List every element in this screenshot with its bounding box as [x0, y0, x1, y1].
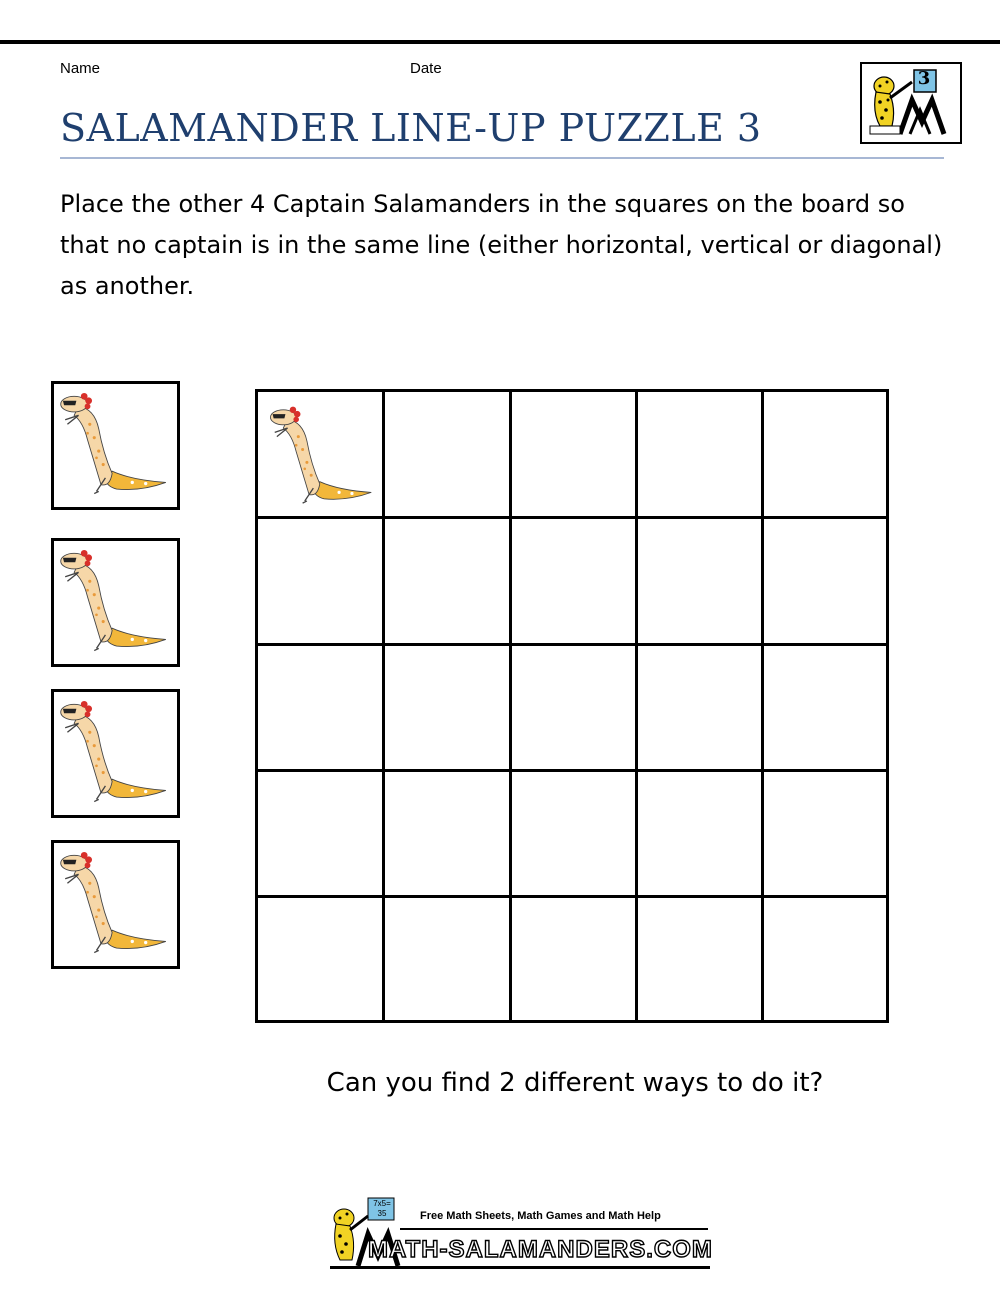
- footer-baseline: [330, 1266, 710, 1269]
- puzzle-board[interactable]: [255, 389, 889, 1023]
- footer-badge-bottom: 35: [377, 1209, 387, 1218]
- board-line: [509, 392, 512, 1020]
- grade-number: 3: [917, 68, 931, 89]
- question-text: Can you find 2 different ways to do it?: [326, 1068, 824, 1098]
- footer-badge-top: 7x5=: [373, 1199, 391, 1208]
- title-rule: [60, 157, 944, 159]
- date-label: Date: [410, 60, 442, 77]
- salamander-piece-4[interactable]: [51, 840, 180, 969]
- page-title: SALAMANDER LINE-UP PUZZLE 3: [60, 106, 762, 150]
- salamander-icon: [54, 843, 177, 966]
- salamander-piece-3[interactable]: [51, 689, 180, 818]
- board-line: [258, 516, 886, 519]
- salamander-icon: [54, 384, 177, 507]
- board-line: [258, 643, 886, 646]
- board-line: [635, 392, 638, 1020]
- grade-logo: [860, 62, 962, 144]
- footer-badge: [369, 1199, 395, 1219]
- salamander-piece-2[interactable]: [51, 538, 180, 667]
- footer-underline: [400, 1228, 708, 1230]
- footer-tagline: Free Math Sheets, Math Games and Math Help: [420, 1210, 661, 1222]
- salamander-icon: [54, 541, 177, 664]
- placed-salamander: [264, 398, 382, 516]
- board-line: [382, 392, 385, 1020]
- board-line: [258, 895, 886, 898]
- salamander-icon: [54, 692, 177, 815]
- board-line: [258, 769, 886, 772]
- board-line: [761, 392, 764, 1020]
- salamander-icon: [264, 398, 382, 516]
- instructions-text: Place the other 4 Captain Salamanders in the squares on the board so that no captain is in the same line (either horizontal, vertical or diagonal) as another.: [60, 190, 943, 300]
- salamander-piece-1[interactable]: [51, 381, 180, 510]
- top-rule: [0, 40, 1000, 44]
- leopard-mascot-icon: [862, 64, 960, 142]
- name-label: Name: [60, 60, 101, 77]
- footer-site-name[interactable]: MATH-SALAMANDERS.COM: [368, 1236, 713, 1263]
